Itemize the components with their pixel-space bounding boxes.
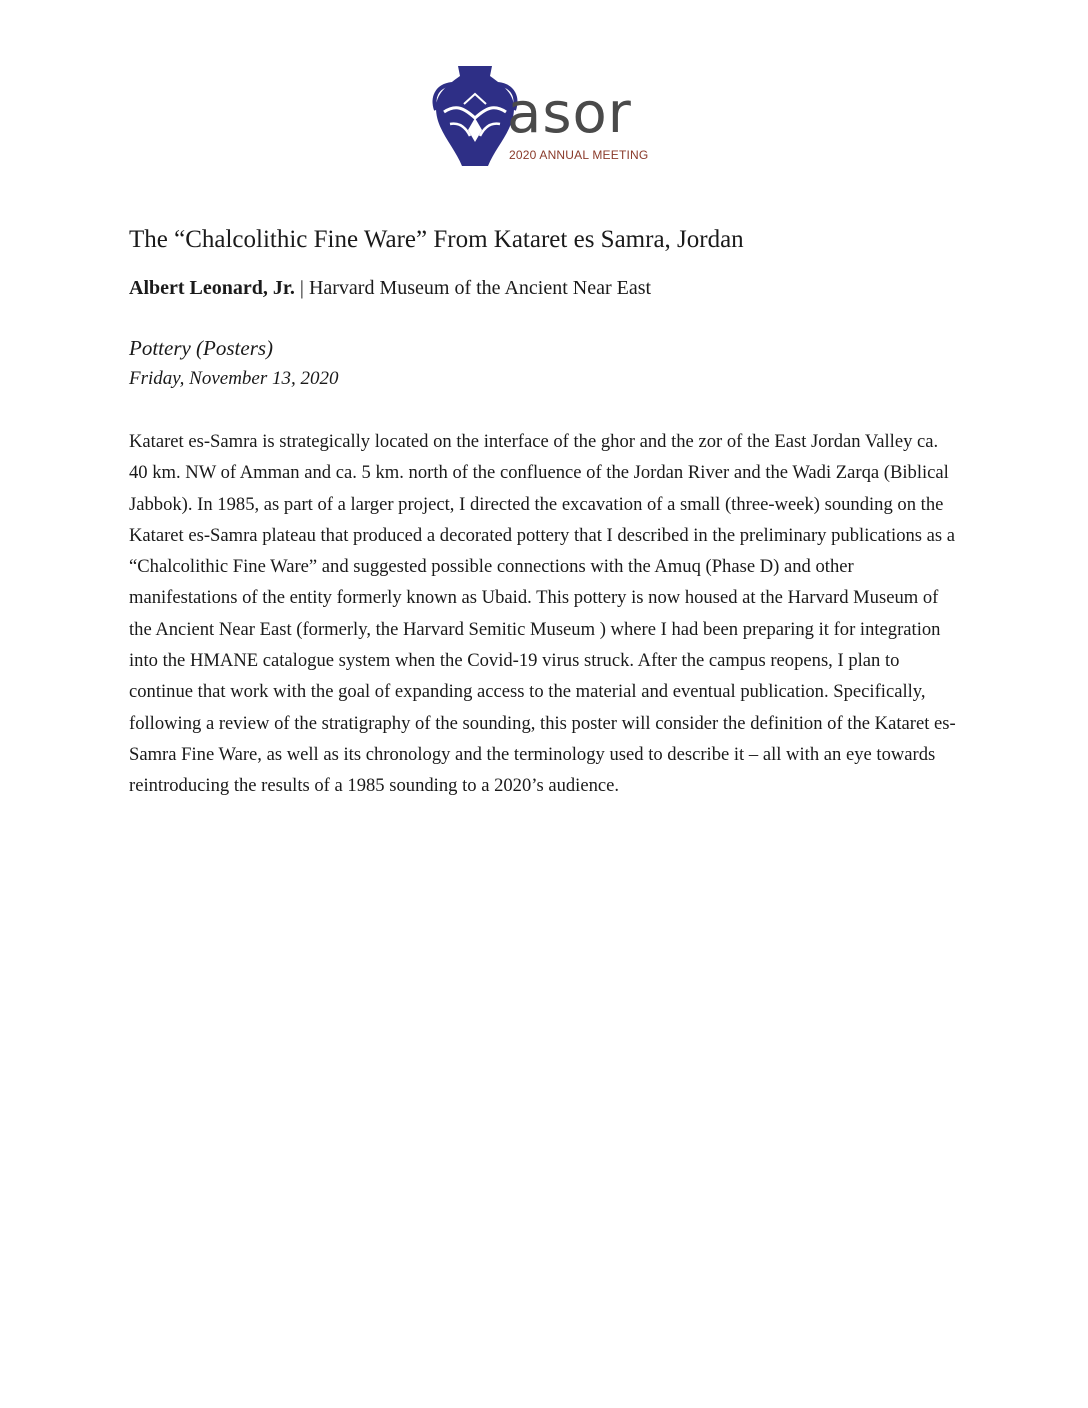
byline xyxy=(129,274,651,302)
author-name: Albert Leonard, Jr. xyxy=(129,277,295,299)
abstract-text: Kataret es-Samra is strategically located on the interface of the ghor and the zor of the East Jordan Valley ca. 40 km. NW of Amman and ca. 5 km. north of the confluence of the Jordan River and the Wadi Zarqa (Biblical Jabbok). In 1985, as part of a larger project, I directed the excavation of a small (three-week) sounding on the Kataret es-Samra plateau that produced a decorated pottery that I described in the preliminary publications as a “Chalcolithic Fine Ware” and suggested possible connections with the Amuq (Phase D) and other manifestations of the entity formerly known as Ubaid. This pottery is now housed at the Harvard Museum of the Ancient Near East (formerly, the Harvard Semitic Museum ) where I had been preparing it for integration into the HMANE catalogue system when the Covid-19 virus struck. After the campus reopens, I plan to continue that work with the goal of expanding access to the material and eventual publication. Specifically, following a review of the stratigraphy of the sounding, this poster will consider the definition of the Kataret es-Samra Fine Ware, as well as its chronology and the terminology used to describe it – all with an eye towards reintroducing the results of a 1985 sounding to a 2020’s audience. xyxy=(129,431,956,797)
byline-separator: | xyxy=(294,277,309,299)
session-name: Pottery (Posters) xyxy=(129,336,274,360)
logo-subtitle: 2020 ANNUAL MEETING xyxy=(509,148,649,162)
asor-logo xyxy=(430,64,670,174)
author-affiliation: Harvard Museum of the Ancient Near East xyxy=(308,277,652,299)
logo-wordmark: asor xyxy=(507,81,632,146)
session-date: Friday, November 13, 2020 xyxy=(129,368,339,389)
page-title: The “Chalcolithic Fine Ware” From Kataret es Samra, Jordan xyxy=(129,226,744,253)
